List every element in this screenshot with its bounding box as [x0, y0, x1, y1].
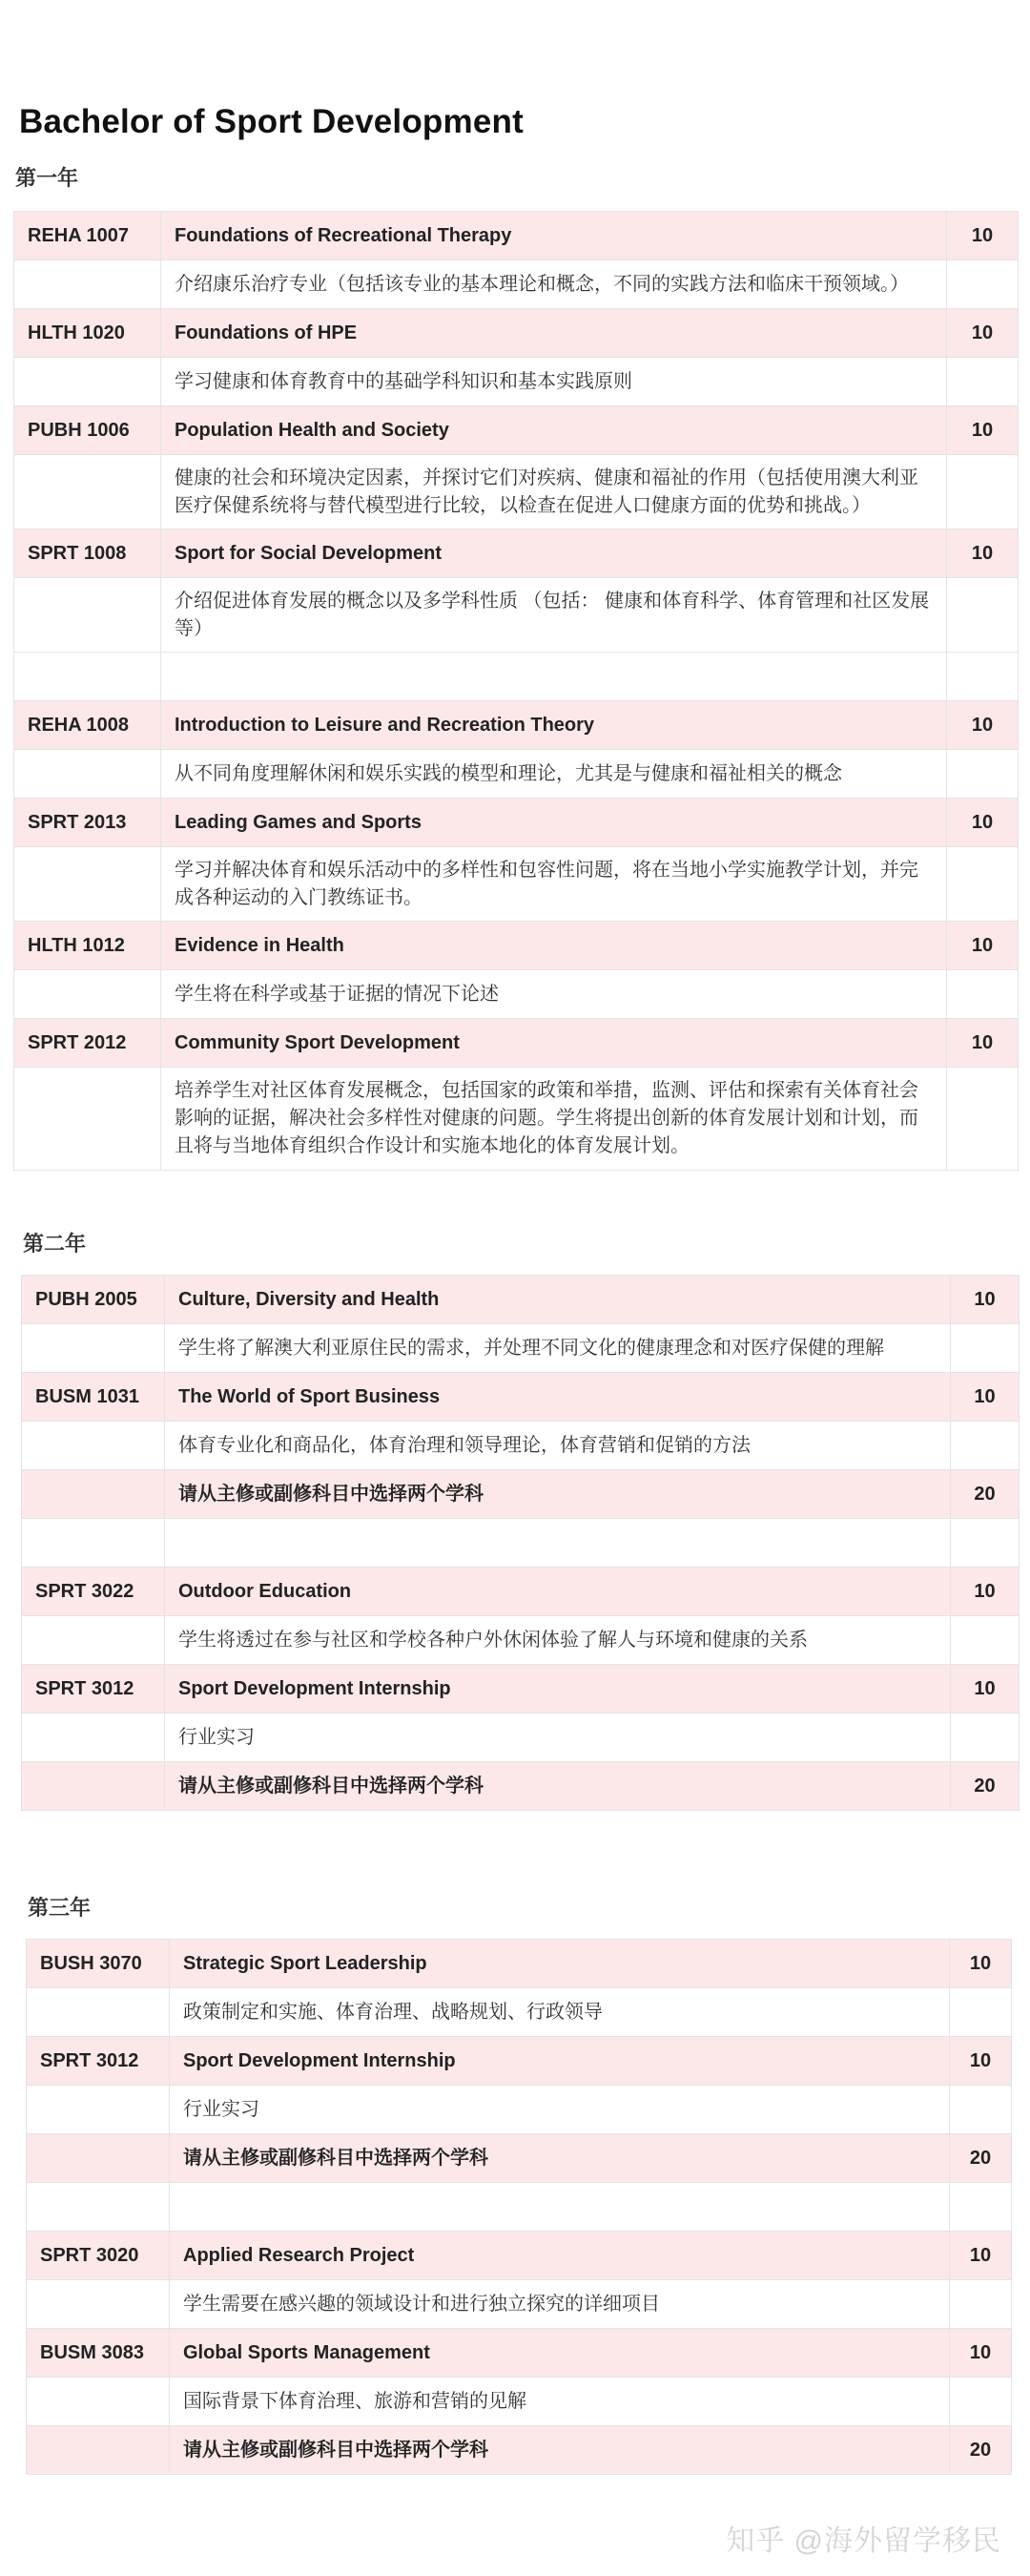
- course-description-row: [14, 455, 1019, 530]
- empty-cell: [950, 2378, 1012, 2426]
- course-code: BUSM 3083: [27, 2329, 170, 2378]
- course-name: Introduction to Leisure and Recreation Theory: [161, 701, 947, 750]
- credit-points: 10: [947, 799, 1019, 847]
- empty-cell: [951, 1519, 1020, 1568]
- empty-cell: [14, 750, 161, 799]
- empty-cell: [165, 1519, 951, 1568]
- elective-row: [22, 1762, 1020, 1811]
- credit-points: 20: [951, 1762, 1020, 1811]
- empty-cell: [947, 260, 1019, 309]
- course-description-row: [14, 847, 1019, 922]
- year-heading: 第一年: [15, 166, 79, 190]
- empty-cell: [950, 1988, 1012, 2037]
- course-description-row: [14, 970, 1019, 1019]
- empty-cell: [14, 455, 161, 530]
- spacer-row: [27, 2183, 1012, 2232]
- empty-cell: [14, 358, 161, 406]
- course-code: [22, 1470, 165, 1519]
- course-row: [27, 2232, 1012, 2280]
- empty-cell: [947, 847, 1019, 922]
- course-description-row: [27, 2086, 1012, 2134]
- course-description: 从不同角度理解休闲和娱乐实践的模型和理论，尤其是与健康和福祉相关的概念: [161, 750, 947, 799]
- course-code: HLTH 1020: [14, 309, 161, 358]
- course-row: [14, 530, 1019, 578]
- course-description-row: [14, 1068, 1019, 1171]
- empty-cell: [947, 750, 1019, 799]
- empty-cell: [951, 1616, 1020, 1665]
- course-row: [14, 701, 1019, 750]
- empty-cell: [27, 2183, 170, 2232]
- course-name: 请从主修或副修科目中选择两个学科: [165, 1470, 951, 1519]
- course-name: Foundations of HPE: [161, 309, 947, 358]
- empty-cell: [14, 578, 161, 653]
- empty-cell: [14, 847, 161, 922]
- course-description: 行业实习: [165, 1714, 951, 1762]
- course-code: REHA 1008: [14, 701, 161, 750]
- credit-points: 10: [947, 922, 1019, 970]
- elective-row: [22, 1470, 1020, 1519]
- course-name: Culture, Diversity and Health: [165, 1276, 951, 1324]
- course-description: 国际背景下体育治理、旅游和营销的见解: [170, 2378, 950, 2426]
- page-title: Bachelor of Sport Development: [19, 103, 524, 140]
- elective-row: [27, 2426, 1012, 2475]
- course-row: [14, 799, 1019, 847]
- course-name: 请从主修或副修科目中选择两个学科: [170, 2426, 950, 2475]
- course-code: [27, 2134, 170, 2183]
- empty-cell: [22, 1422, 165, 1470]
- empty-cell: [27, 2378, 170, 2426]
- credit-points: 10: [951, 1373, 1020, 1422]
- empty-cell: [14, 260, 161, 309]
- course-description: 政策制定和实施、体育治理、战略规划、行政领导: [170, 1988, 950, 2037]
- course-name: 请从主修或副修科目中选择两个学科: [165, 1762, 951, 1811]
- course-description: 学习健康和体育教育中的基础学科知识和基本实践原则: [161, 358, 947, 406]
- course-name: Sport Development Internship: [170, 2037, 950, 2086]
- course-description-row: [27, 2280, 1012, 2329]
- course-description: 行业实习: [170, 2086, 950, 2134]
- empty-cell: [951, 1324, 1020, 1373]
- credit-points: 20: [950, 2134, 1012, 2183]
- course-table: [13, 211, 1019, 1171]
- empty-cell: [951, 1422, 1020, 1470]
- credit-points: 10: [947, 701, 1019, 750]
- empty-cell: [947, 1068, 1019, 1171]
- empty-cell: [161, 653, 947, 701]
- course-description-row: [22, 1616, 1020, 1665]
- course-description-row: [14, 578, 1019, 653]
- course-description: 学生需要在感兴趣的领域设计和进行独立探究的详细项目: [170, 2280, 950, 2329]
- course-name: The World of Sport Business: [165, 1373, 951, 1422]
- course-name: Population Health and Society: [161, 406, 947, 455]
- credit-points: 10: [950, 2037, 1012, 2086]
- course-code: PUBH 1006: [14, 406, 161, 455]
- course-code: SPRT 1008: [14, 530, 161, 578]
- course-code: SPRT 3022: [22, 1568, 165, 1616]
- course-description: 学生将在科学或基于证据的情况下论述: [161, 970, 947, 1019]
- course-code: BUSM 1031: [22, 1373, 165, 1422]
- course-code: SPRT 3020: [27, 2232, 170, 2280]
- credit-points: 10: [951, 1276, 1020, 1324]
- course-name: Community Sport Development: [161, 1019, 947, 1068]
- empty-cell: [947, 455, 1019, 530]
- course-row: [14, 406, 1019, 455]
- credit-points: 10: [951, 1665, 1020, 1714]
- empty-cell: [14, 653, 161, 701]
- course-row: [14, 1019, 1019, 1068]
- course-row: [27, 1940, 1012, 1988]
- empty-cell: [14, 970, 161, 1019]
- empty-cell: [22, 1519, 165, 1568]
- year-heading: 第二年: [23, 1232, 87, 1256]
- empty-cell: [22, 1616, 165, 1665]
- credit-points: 10: [950, 2232, 1012, 2280]
- elective-row: [27, 2134, 1012, 2183]
- course-code: REHA 1007: [14, 212, 161, 260]
- course-name: Outdoor Education: [165, 1568, 951, 1616]
- credit-points: 10: [950, 2329, 1012, 2378]
- empty-cell: [27, 2280, 170, 2329]
- course-description-row: [14, 358, 1019, 406]
- empty-cell: [27, 1988, 170, 2037]
- course-code: PUBH 2005: [22, 1276, 165, 1324]
- empty-cell: [27, 2086, 170, 2134]
- course-row: [27, 2329, 1012, 2378]
- course-description: 学习并解决体育和娱乐活动中的多样性和包容性问题，将在当地小学实施教学计划，并完成各种运动的入门教练证书。: [161, 847, 947, 922]
- credit-points: 20: [951, 1470, 1020, 1519]
- course-description: 学生将透过在参与社区和学校各种户外休闲体验了解人与环境和健康的关系: [165, 1616, 951, 1665]
- course-description-row: [22, 1714, 1020, 1762]
- empty-cell: [950, 2280, 1012, 2329]
- course-description: 学生将了解澳大利亚原住民的需求，并处理不同文化的健康理念和对医疗保健的理解: [165, 1324, 951, 1373]
- course-name: Sport Development Internship: [165, 1665, 951, 1714]
- credit-points: 10: [947, 309, 1019, 358]
- credit-points: 10: [951, 1568, 1020, 1616]
- course-description: 介绍康乐治疗专业（包括该专业的基本理论和概念，不同的实践方法和临床干预领域。）: [161, 260, 947, 309]
- credit-points: 10: [947, 212, 1019, 260]
- course-table: [26, 1939, 1012, 2475]
- course-code: SPRT 3012: [22, 1665, 165, 1714]
- year-heading: 第三年: [28, 1896, 92, 1920]
- empty-cell: [170, 2183, 950, 2232]
- course-row: [22, 1276, 1020, 1324]
- course-row: [22, 1568, 1020, 1616]
- course-row: [14, 922, 1019, 970]
- course-code: BUSH 3070: [27, 1940, 170, 1988]
- course-description-row: [22, 1422, 1020, 1470]
- course-code: [22, 1762, 165, 1811]
- empty-cell: [947, 578, 1019, 653]
- course-row: [22, 1665, 1020, 1714]
- course-name: Foundations of Recreational Therapy: [161, 212, 947, 260]
- empty-cell: [947, 653, 1019, 701]
- course-name: Evidence in Health: [161, 922, 947, 970]
- credit-points: 10: [947, 530, 1019, 578]
- credit-points: 10: [947, 406, 1019, 455]
- course-description-row: [27, 2378, 1012, 2426]
- course-code: [27, 2426, 170, 2475]
- course-name: Strategic Sport Leadership: [170, 1940, 950, 1988]
- spacer-row: [22, 1519, 1020, 1568]
- credit-points: 20: [950, 2426, 1012, 2475]
- spacer-row: [14, 653, 1019, 701]
- course-description-row: [27, 1988, 1012, 2037]
- course-name: 请从主修或副修科目中选择两个学科: [170, 2134, 950, 2183]
- course-row: [27, 2037, 1012, 2086]
- course-code: SPRT 3012: [27, 2037, 170, 2086]
- course-table: [21, 1275, 1020, 1811]
- empty-cell: [22, 1324, 165, 1373]
- empty-cell: [950, 2086, 1012, 2134]
- course-row: [14, 309, 1019, 358]
- empty-cell: [951, 1714, 1020, 1762]
- course-description-row: [14, 260, 1019, 309]
- course-code: SPRT 2012: [14, 1019, 161, 1068]
- course-description: 健康的社会和环境决定因素，并探讨它们对疾病、健康和福祉的作用（包括使用澳大利亚医疗保健系统将与替代模型进行比较，以检查在促进人口健康方面的优势和挑战。）: [161, 455, 947, 530]
- credit-points: 10: [947, 1019, 1019, 1068]
- empty-cell: [22, 1714, 165, 1762]
- course-description: 培养学生对社区体育发展概念，包括国家的政策和举措，监测、评估和探索有关体育社会影响的证据，解决社会多样性对健康的问题。学生将提出创新的体育发展计划和计划，而且将与当地体育组织合作设计和实施本地化的体育发展计划。: [161, 1068, 947, 1171]
- course-code: HLTH 1012: [14, 922, 161, 970]
- course-description-row: [14, 750, 1019, 799]
- course-description-row: [22, 1324, 1020, 1373]
- course-name: Applied Research Project: [170, 2232, 950, 2280]
- empty-cell: [14, 1068, 161, 1171]
- course-code: SPRT 2013: [14, 799, 161, 847]
- watermark: 知乎 @海外留学移民: [726, 2525, 1001, 2557]
- course-description: 介绍促进体育发展的概念以及多学科性质 （包括： 健康和体育科学、体育管理和社区发展等）: [161, 578, 947, 653]
- empty-cell: [947, 358, 1019, 406]
- course-row: [14, 212, 1019, 260]
- empty-cell: [950, 2183, 1012, 2232]
- course-row: [22, 1373, 1020, 1422]
- course-name: Sport for Social Development: [161, 530, 947, 578]
- empty-cell: [947, 970, 1019, 1019]
- course-name: Leading Games and Sports: [161, 799, 947, 847]
- course-name: Global Sports Management: [170, 2329, 950, 2378]
- course-description: 体育专业化和商品化，体育治理和领导理论，体育营销和促销的方法: [165, 1422, 951, 1470]
- credit-points: 10: [950, 1940, 1012, 1988]
